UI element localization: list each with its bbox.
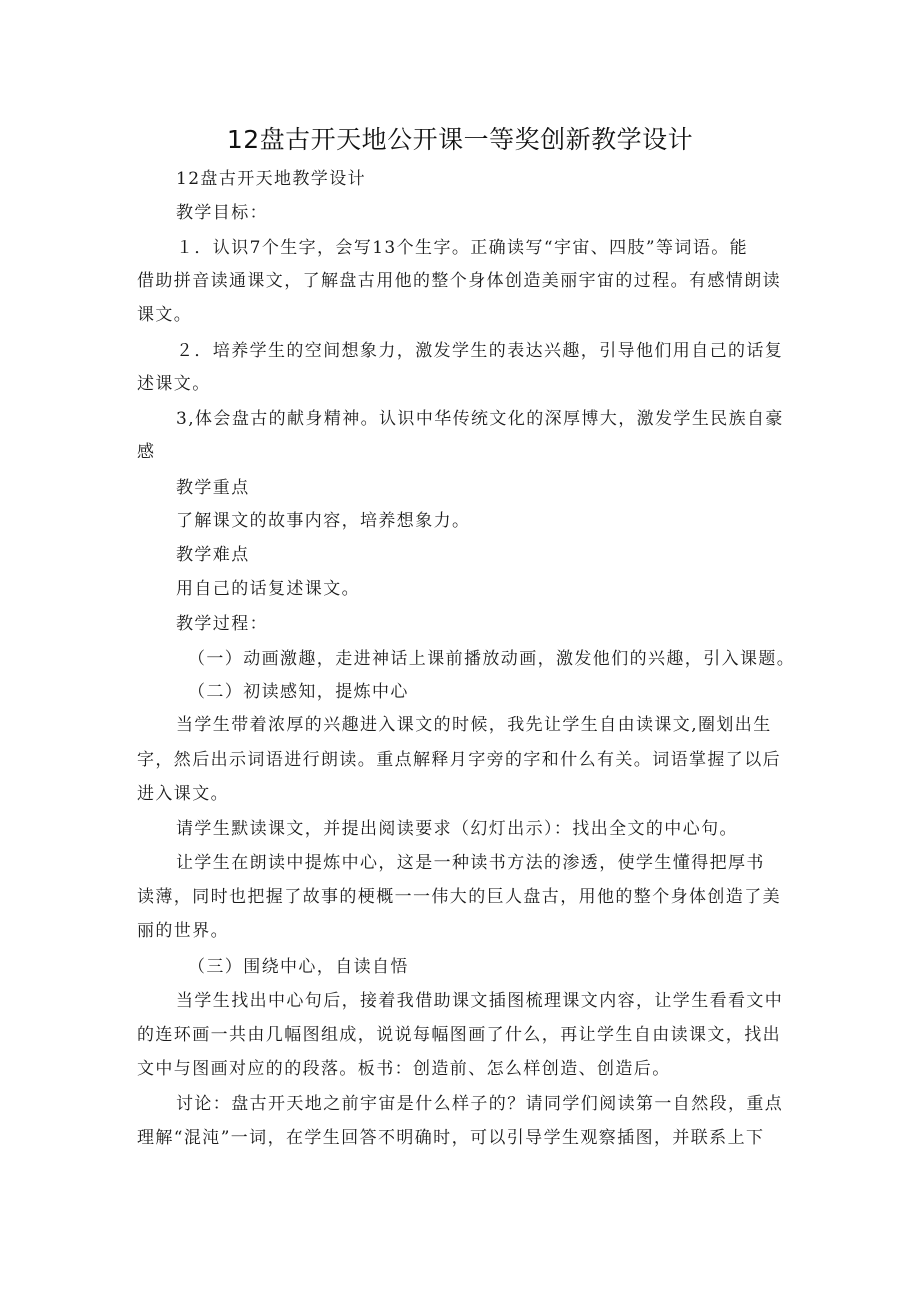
text-line: 讨论：盘古开天地之前宇宙是什么样子的？请同学们阅读第一自然段，重点 <box>176 1094 784 1114</box>
text-line: 感 <box>137 442 156 462</box>
text-line: 12盘古开天地教学设计 <box>176 169 367 189</box>
text-line: 3,体会盘古的献身精神。认识中华传统文化的深厚博大，激发学生民族自豪 <box>176 409 784 429</box>
text-line: 请学生默读课文，并提出阅读要求（幻灯出示）：找出全文的中心句。 <box>176 819 738 839</box>
text-line: ２．培养学生的空间想象力，激发学生的表达兴趣，引导他们用自己的话复 <box>176 341 784 361</box>
text-line: 字，然后出示词语进行朗读。重点解释月字旁的字和什么有关。词语掌握了以后 <box>137 750 781 770</box>
text-line: １．认识7个生字，会写13个生字。正确读写“宇宙、四肢”等词语。能 <box>176 238 749 258</box>
text-line: 文中与图画对应的的段落。板书：创造前、怎么样创造、创造后。 <box>137 1059 671 1079</box>
document-title: 12盘古开天地公开课一等奖创新教学设计 <box>226 125 694 154</box>
text-line: 借助拼音读通课文，了解盘古用他的整个身体创造美丽宇宙的过程。有感情朗读 <box>137 271 781 291</box>
text-line: 丽的世界。 <box>137 921 229 941</box>
text-line: 让学生在朗读中提炼中心，这是一种读书方法的渗透，使学生懂得把厚书 <box>176 853 765 873</box>
text-line: （三）围绕中心，自读自悟 <box>188 957 409 977</box>
text-line: 教学过程： <box>176 614 268 634</box>
text-line: 理解“混沌”一词，在学生回答不明确时，可以引导学生观察插图，并联系上下 <box>137 1128 765 1148</box>
text-line: 了解课文的故事内容，培养想象力。 <box>176 511 471 531</box>
text-line: 读薄，同时也把握了故事的梗概一一伟大的巨人盘古，用他的整个身体创造了美 <box>137 887 781 907</box>
text-line: 当学生找出中心句后，接着我借助课文插图梳理课文内容，让学生看看文中 <box>176 991 784 1011</box>
text-line: 进入课文。 <box>137 784 229 804</box>
text-line: 教学难点 <box>176 545 250 565</box>
text-line: （一）动画激趣，走进神话上课前播放动画，激发他们的兴趣，引入课题。 <box>188 649 796 669</box>
text-line: 教学目标： <box>176 203 268 223</box>
text-line: 的连环画一共由几幅图组成，说说每幅图画了什么，再让学生自由读课文，找出 <box>137 1025 781 1045</box>
text-line: 述课文。 <box>137 374 211 394</box>
text-line: （二）初读感知，提炼中心 <box>188 682 409 702</box>
text-line: 用自己的话复述课文。 <box>176 579 360 599</box>
text-line: 教学重点 <box>176 478 250 498</box>
text-line: 课文。 <box>137 305 193 325</box>
text-line: 当学生带着浓厚的兴趣进入课文的时候，我先让学生自由读课文,圈划出生 <box>176 715 772 735</box>
